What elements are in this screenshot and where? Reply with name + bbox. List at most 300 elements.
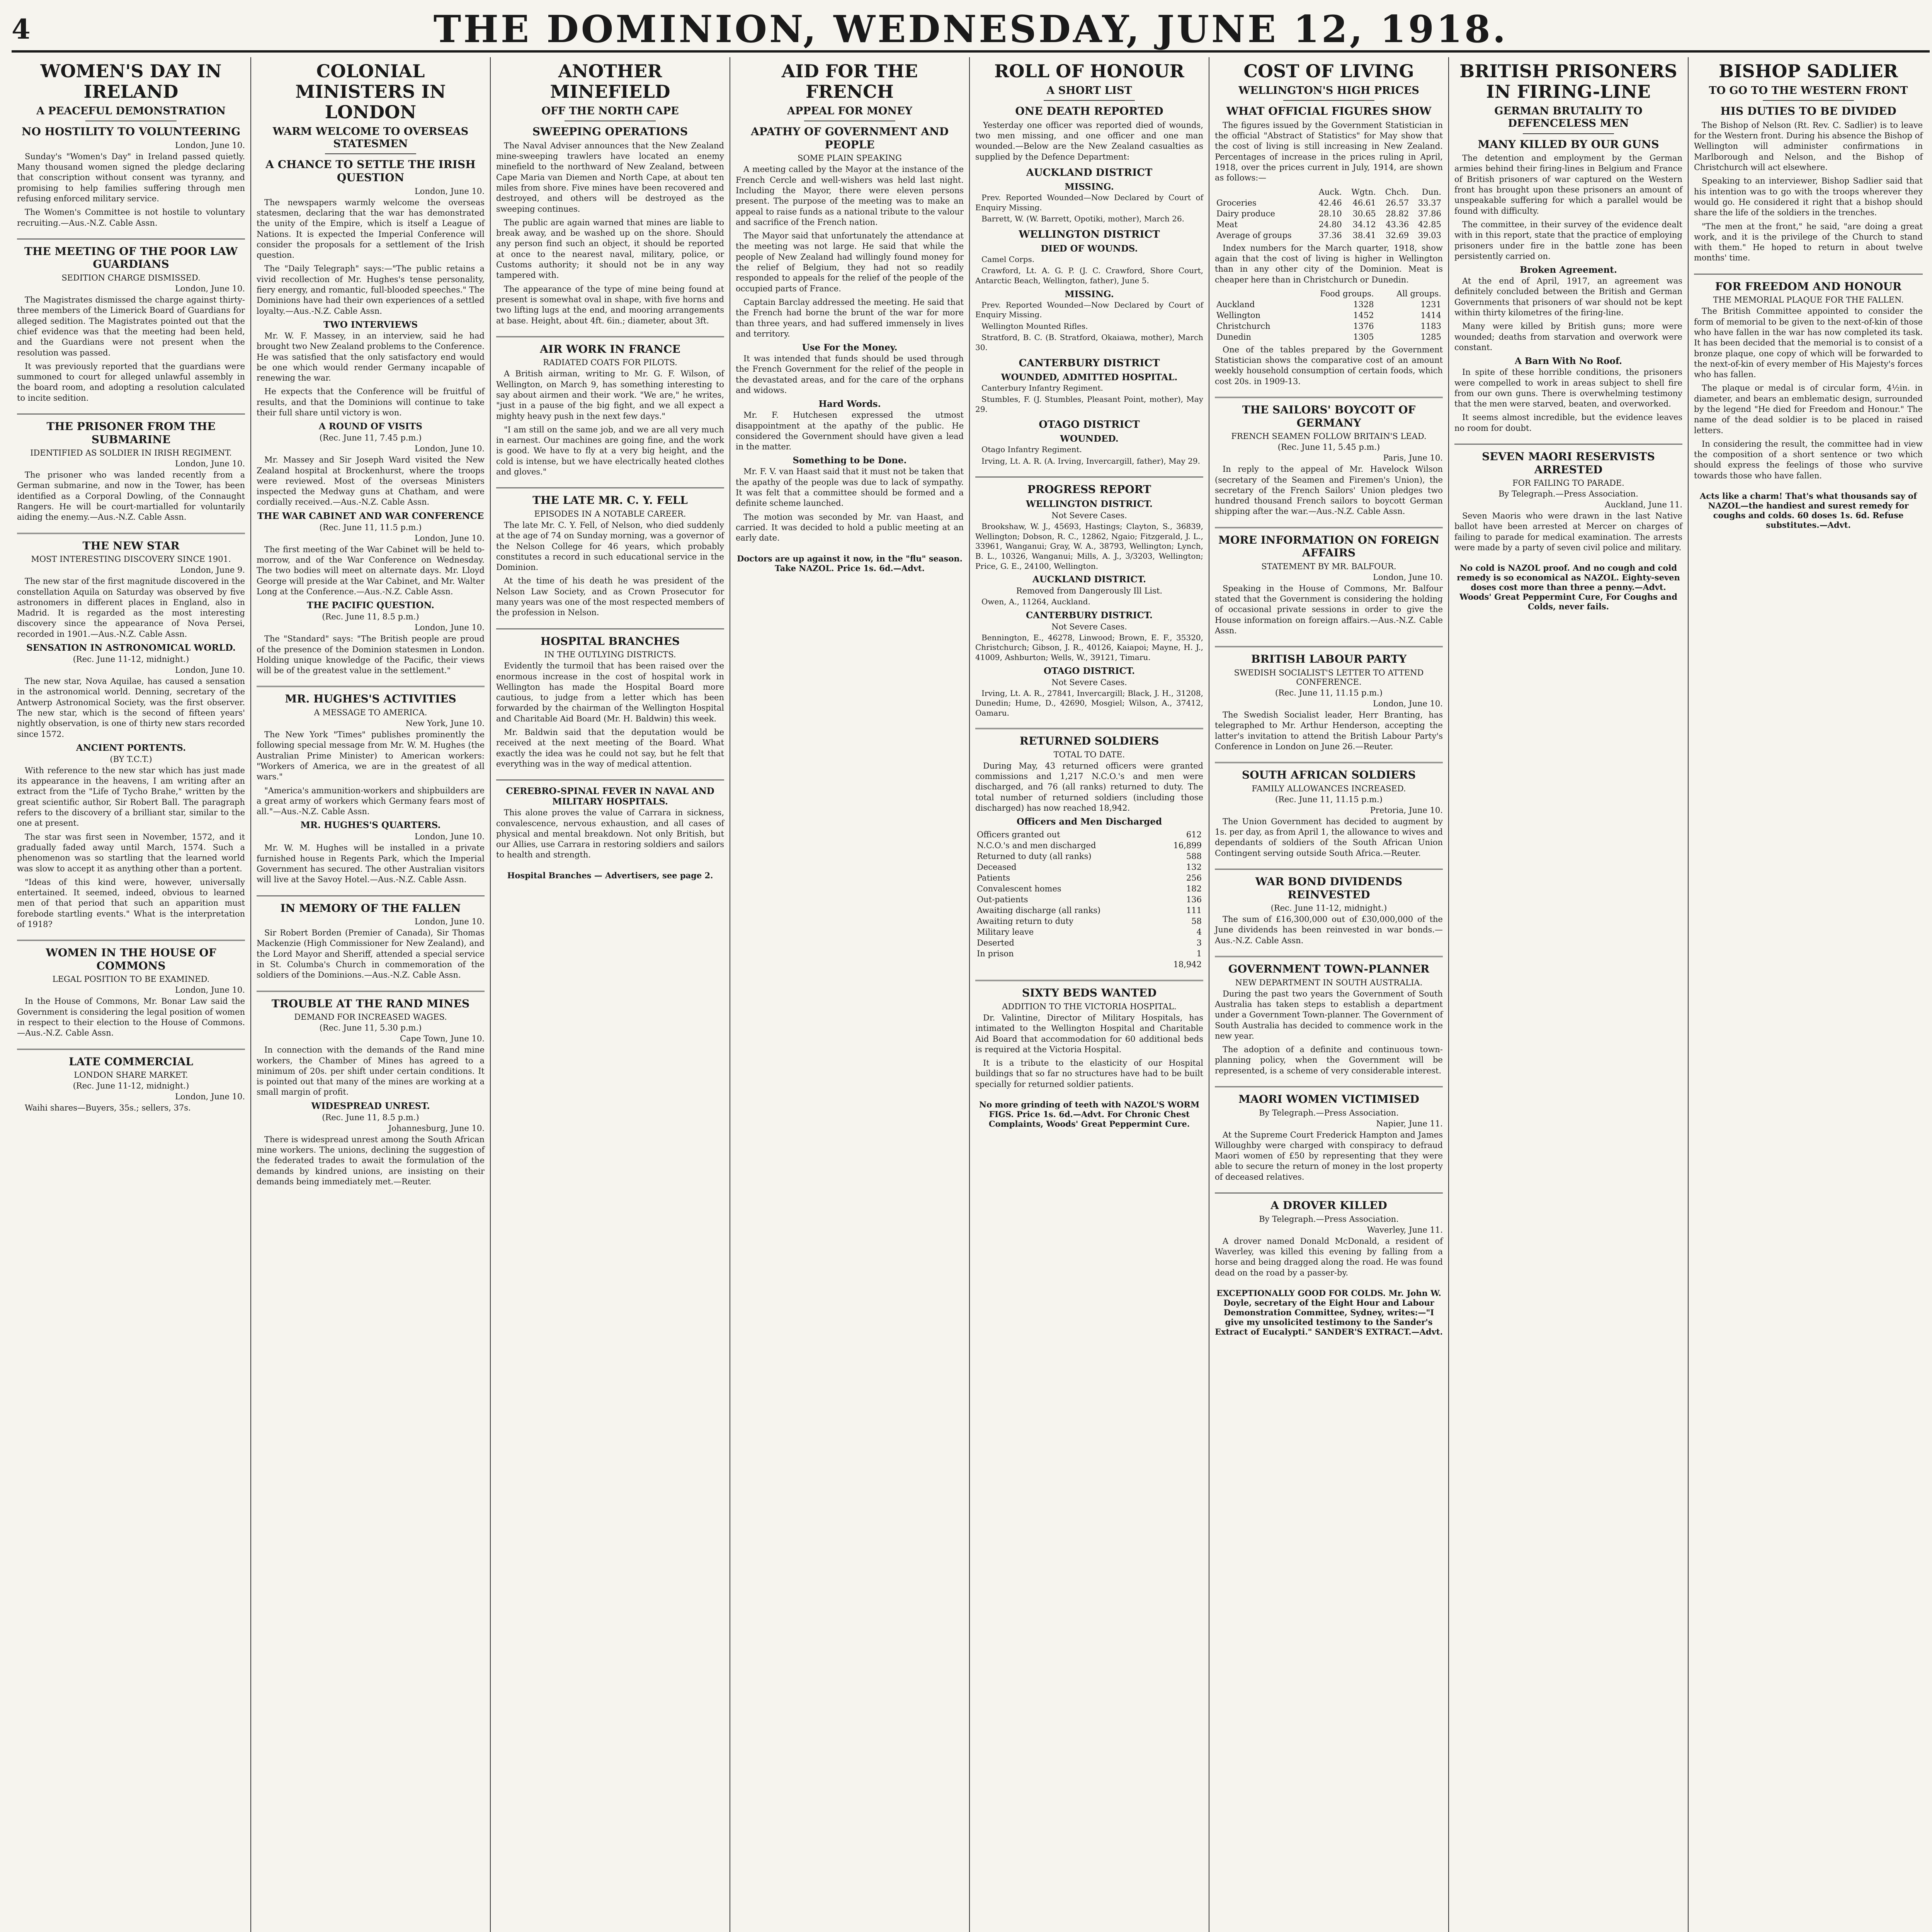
list-item: Camel Corps. xyxy=(981,254,1035,264)
deck: IDENTIFIED AS SOLDIER IN IRISH REGIMENT. xyxy=(30,448,232,458)
table-cell: 33.37 xyxy=(1418,198,1441,207)
district-heading: WELLINGTON DISTRICT xyxy=(1019,228,1160,240)
deck: SOME PLAIN SPEAKING xyxy=(798,153,902,163)
dateline: London, June 10. xyxy=(414,832,485,842)
table-cell: 1285 xyxy=(1420,332,1441,342)
article-body xyxy=(257,455,485,507)
headline: PROGRESS REPORT xyxy=(1027,483,1151,496)
headline: THE PRISONER FROM THE SUBMARINE xyxy=(46,420,216,446)
headline: THE NEW STAR xyxy=(82,539,180,552)
separator xyxy=(17,1049,245,1050)
cable-receipt: (Rec. June 11, 5.30 p.m.) xyxy=(319,1023,422,1033)
cable-receipt: (Rec. June 11, 7.45 p.m.) xyxy=(319,433,422,443)
divider xyxy=(1763,100,1854,101)
table-cell: 26.57 xyxy=(1386,198,1409,207)
table-cell: Awaiting discharge (all ranks) xyxy=(977,906,1101,915)
dateline: London, June 9. xyxy=(180,565,245,575)
article-sailors-boycott xyxy=(1215,403,1443,517)
article-body xyxy=(257,928,485,980)
paragraph: It is a tribute to the elasticity of our Hospital buildings that so far no structures have had to be built specially for returned soldier patients. xyxy=(975,1058,1203,1089)
list-item: Prev. Reported Wounded—Now Declared by Court of Enquiry Missing. xyxy=(975,300,1203,320)
table-row xyxy=(975,883,1203,894)
article-body xyxy=(1215,1236,1443,1278)
subheading: WIDESPREAD UNREST. xyxy=(311,1100,430,1111)
article-british-prisoners xyxy=(1454,61,1682,434)
masthead xyxy=(12,8,1930,53)
table-cell: 28.10 xyxy=(1318,209,1342,218)
deck: IN THE OUTLYING DISTRICTS. xyxy=(544,650,676,660)
table-cell: 38.41 xyxy=(1352,230,1376,240)
article-late-fell xyxy=(496,494,724,618)
advertisement: EXCEPTIONALLY GOOD FOR COLDS. Mr. John W. Doyle, secretary of the Eight Hour and Labour Demonstration Committee, Sydney, writes:—"I give my unsolicited testimony to the Sander's Extract of Eucalypti." SANDER'S EXTRACT.—Advt. xyxy=(1215,1288,1443,1337)
article-body xyxy=(17,470,245,522)
deck: A MESSAGE TO AMERICA. xyxy=(314,708,427,718)
table-cell: All groups. xyxy=(1396,289,1441,298)
table-cell: 1183 xyxy=(1420,321,1441,331)
cable-receipt: (Rec. June 11, 5.45 p.m.) xyxy=(1277,442,1380,452)
table-row xyxy=(975,927,1203,937)
article-south-african xyxy=(1215,769,1443,859)
table-cell: Food groups. xyxy=(1320,289,1374,298)
table-cell: 43.36 xyxy=(1386,219,1409,229)
paragraph: In reply to the appeal of Mr. Havelock Wilson (secretary of the Seamen and Firemen's Union), the secretary of the French Sailors' Union pledges two hundred thousand French sailors to boycott German shipping after the war.—Aus.-N.Z. Cable Assn. xyxy=(1215,464,1443,516)
dateline: London, June 10. xyxy=(414,186,485,196)
subheading: MR. HUGHES'S QUARTERS. xyxy=(300,820,441,831)
byline: By Telegraph.—Press Association. xyxy=(1259,1214,1399,1224)
article-body xyxy=(17,676,245,740)
paragraph: The motion was seconded by Mr. van Haast, and carried. It was decided to hold a public meeting at an early date. xyxy=(736,512,964,543)
table-cell: Officers granted out xyxy=(977,830,1060,840)
table-row xyxy=(1215,230,1443,241)
dateline: London, June 10. xyxy=(175,665,245,675)
article-labour-party xyxy=(1215,653,1443,752)
table-cell: Returned to duty (all ranks) xyxy=(977,852,1092,861)
table-cell: N.C.O.'s and men discharged xyxy=(977,841,1096,850)
separator xyxy=(17,238,245,240)
subheading: Broken Agreement. xyxy=(1520,265,1617,276)
paragraph: The "Standard" says: "The British people are proud of the presence of the Dominion statesmen in London. Holding unique knowledge of the Pacific, their views will be of the greatest value in the settlement." xyxy=(257,634,485,675)
dateline: Napier, June 11. xyxy=(1376,1119,1443,1128)
headline: AIR WORK IN FRANCE xyxy=(540,342,680,355)
headline: A DROVER KILLED xyxy=(1270,1199,1387,1212)
deck: GERMAN BRUTALITY TO DEFENCELESS MEN xyxy=(1494,105,1643,130)
deck: FRENCH SEAMEN FOLLOW BRITAIN'S LEAD. xyxy=(1231,432,1427,441)
deck: TOTAL TO DATE. xyxy=(1053,750,1125,759)
headline: CEREBRO-SPINAL FEVER IN NAVAL AND MILITARY HOSPITALS. xyxy=(506,786,714,807)
separator xyxy=(975,476,1203,478)
table-title: Officers and Men Discharged xyxy=(1016,816,1162,827)
paragraph: Yesterday one officer was reported died of wounds, two men missing, and one officer and one man wounded.—Below are the New Zealand casualties as supplied by the Defence Department: xyxy=(975,120,1203,162)
table-cell: Convalescent homes xyxy=(977,884,1061,894)
paragraph: "The men at the front," he said, "are doing a great work, and it is the privilege of the Church to stand with them." He hoped to return in about twelve months' time. xyxy=(1694,221,1923,263)
separator xyxy=(496,628,724,629)
paragraph: Index numbers for the March quarter, 1918, show again that the cost of living is higher in Wellington than in any other city of the Dominion. Meat is cheaper here than in Christchurch or Dunedin. xyxy=(1215,243,1443,284)
dateline: Waverley, June 11. xyxy=(1367,1225,1443,1235)
paragraph: Sunday's "Women's Day" in Ireland passed quietly. Many thousand women signed the pledge declaring that conscription without consent was tyranny, and promising to help families suffering through men refusing enforced military service. xyxy=(17,151,245,203)
dateline: London, June 10. xyxy=(175,284,245,294)
separator xyxy=(975,980,1203,981)
deck: SWEDISH SOCIALIST'S LETTER TO ATTEND CONFERENCE. xyxy=(1234,668,1424,687)
headline: BISHOP SADLIER xyxy=(1719,61,1898,82)
table-cell: Christchurch xyxy=(1216,321,1270,331)
separator xyxy=(1215,646,1443,647)
headline: COST OF LIVING xyxy=(1243,61,1414,82)
headline: THE SAILORS' BOYCOTT OF GERMANY xyxy=(1242,403,1416,429)
deck: HIS DUTIES TO BE DIVIDED xyxy=(1720,105,1896,118)
article-body xyxy=(1215,120,1443,184)
paragraph: In the House of Commons, Mr. Bonar Law said the Government is considering the legal position of women in respect to their election to the House of Commons.—Aus.-N.Z. Cable Assn. xyxy=(17,997,245,1038)
table-cell: 1328 xyxy=(1353,299,1374,309)
table-cell: Deserted xyxy=(977,938,1014,948)
separator xyxy=(257,895,485,896)
article-body xyxy=(257,1134,485,1187)
article-hospital-branches xyxy=(496,635,724,770)
paragraph: Mr. W. M. Hughes will be installed in a private furnished house in Regents Park, which the Imperial Government has secured. The other Australian visitors will live at the Savoy Hotel.—Aus.-N.Z. Cable Assn. xyxy=(257,843,485,884)
dateline: London, June 10. xyxy=(175,1092,245,1102)
paragraph: Mr. F. V. van Haast said that it must not be taken that the apathy of the people was due to lack of sympathy. It was felt that a committee should be formed and a definite scheme launched. xyxy=(736,467,964,508)
headline: MR. HUGHES'S ACTIVITIES xyxy=(285,692,456,706)
article-body xyxy=(1454,276,1682,353)
article-body xyxy=(975,1013,1203,1090)
paragraph: The detention and employment by the German armies behind their firing-lines in Belgium and France of British prisoners of war captured on the Western front has brought upon these prisoners an amount of unspeakable suffering for which a parallel would be found with difficulty. xyxy=(1454,153,1682,216)
newspaper-title: THE DOMINION, WEDNESDAY, JUNE 12, 1918. xyxy=(433,7,1508,51)
article-body xyxy=(1454,511,1682,553)
article-women-commons xyxy=(17,946,245,1038)
headline: WOMEN IN THE HOUSE OF COMMONS xyxy=(46,946,216,972)
article-body xyxy=(257,634,485,676)
page-number: 4 xyxy=(12,13,31,45)
table-row xyxy=(1215,332,1443,342)
price-increase-table xyxy=(1215,187,1443,241)
table-cell: 58 xyxy=(1191,917,1202,926)
table-cell: Meat xyxy=(1216,219,1238,229)
paragraph: The Magistrates dismissed the charge against thirty-three members of the Limerick Board of Guardians for alleged sedition. The Magistrates pointed out that the chief evidence was that the meeting had been held, and the Guardians were not present when the resolution was passed. xyxy=(17,295,245,357)
returned-soldiers-table xyxy=(975,829,1203,970)
article-body xyxy=(1215,1130,1443,1182)
article-freedom-honour xyxy=(1694,280,1923,481)
list-item: Bennington, E., 46278, Linwood; Brown, E. F., 35320, Christchurch; Gibson, J. R., 40126, Kaiapoi; Mayne, H. J., 41009, Ashburton; Wells, W., 39121, Timaru. xyxy=(975,633,1203,662)
paragraph: The new star of the first magnitude discovered in the constellation Aquila on Saturday was observed by five astronomers in different places in England, also in Madrid. It is regarded as the most interesting discovery since the appearance of Nova Persei, recorded in 1901.—Aus.-N.Z. Cable Assn. xyxy=(17,577,245,639)
table-row xyxy=(975,916,1203,927)
district-heading: CANTERBURY DISTRICT. xyxy=(1026,610,1153,621)
article-late-commercial xyxy=(17,1055,245,1114)
article-body xyxy=(257,544,485,597)
separator xyxy=(496,779,724,781)
paragraph: It was intended that funds should be used through the French Government for the relief of the people in the devastated areas, and for the care of the orphans and widows. xyxy=(736,354,964,395)
separator xyxy=(17,413,245,415)
paragraph: The late Mr. C. Y. Fell, of Nelson, who died suddenly at the age of 74 on Sunday morning, was a governor of the Nelson College for 46 years, which probably constitutes a record in such educational service in the Dominion. xyxy=(496,520,724,572)
separator xyxy=(17,533,245,534)
article-war-bond xyxy=(1215,875,1443,946)
deck: DEMAND FOR INCREASED WAGES. xyxy=(294,1012,447,1022)
table-row xyxy=(1215,219,1443,230)
paragraph: The sum of £16,300,000 out of £30,000,000 of the June dividends has been reinvested in war bonds.—Aus.-N.Z. Cable Assn. xyxy=(1215,915,1443,945)
separator xyxy=(1215,869,1443,870)
casualty-category: Removed from Dangerously Ill List. xyxy=(1016,586,1163,596)
separator xyxy=(496,336,724,337)
casualty-category: WOUNDED. xyxy=(1060,434,1119,444)
table-cell xyxy=(1215,288,1295,299)
table-cell: Dunedin xyxy=(1216,332,1251,342)
headline: MAORI WOMEN VICTIMISED xyxy=(1238,1092,1419,1105)
table-cell: 132 xyxy=(1186,862,1202,872)
table-cell: Out-patients xyxy=(977,895,1028,905)
district-heading: WELLINGTON DISTRICT. xyxy=(1026,499,1153,510)
headline: SOUTH AFRICAN SOLDIERS xyxy=(1242,769,1416,782)
column-1 xyxy=(12,57,251,1932)
table-cell: 136 xyxy=(1186,895,1202,905)
paragraph: The Swedish Socialist leader, Herr Branting, has telegraphed to Mr. Arthur Henderson, accepting the latter's invitation to attend the British Labour Party's Conference in London on June 26.—Reuter. xyxy=(1215,710,1443,751)
table-cell: 1414 xyxy=(1420,310,1441,320)
article-cerebro-spinal xyxy=(496,786,724,860)
headline: FOR FREEDOM AND HONOUR xyxy=(1715,280,1902,293)
separator xyxy=(496,487,724,488)
deck: STATEMENT BY MR. BALFOUR. xyxy=(1261,561,1396,571)
article-returned-soldiers xyxy=(975,735,1203,970)
subheading: THE WAR CABINET AND WAR CONFERENCE xyxy=(257,510,484,521)
separator xyxy=(1215,397,1443,398)
table-cell xyxy=(975,959,1158,970)
paragraph: The New York "Times" publishes prominently the following special message from Mr. W. M. Hughes (the Australian Prime Minister) to American workers: "Workers of America, we are in the greatest of all wars." xyxy=(257,730,485,782)
article-minefield xyxy=(496,61,724,326)
table-cell: 111 xyxy=(1186,906,1202,915)
deck: LEGAL POSITION TO BE EXAMINED. xyxy=(52,975,210,984)
table-cell: 32.69 xyxy=(1386,230,1409,240)
table-cell: 24.80 xyxy=(1318,219,1342,229)
deck: APPEAL FOR MONEY xyxy=(787,105,912,117)
paragraph: At the Supreme Court Frederick Hampton and James Willoughby were charged with conspiracy to defraud Maori women of £50 by representing that they were able to secure the return of money in the lost property of deceased relatives. xyxy=(1215,1130,1443,1182)
paragraph: Mr. W. F. Massey, in an interview, said he had brought two New Zealand problems to the Conference. He was satisfied that the only satisfactory end would be one which would render Germany incapable of renewing the war. xyxy=(257,331,485,383)
dateline: New York, June 10. xyxy=(405,719,485,728)
article-body xyxy=(1454,367,1682,434)
column-5 xyxy=(970,57,1209,1932)
paragraph: Evidently the turmoil that has been raised over the enormous increase in the cost of hospital work in Wellington has made the Hospital Board more cautious, to judge from a letter which has been forwarded by the chairman of the Wellington Hospital and Charitable Aid Board (Mr. H. Baldwin) this week. xyxy=(496,661,724,723)
casualty-category: Not Severe Cases. xyxy=(1051,677,1127,687)
article-womens-day xyxy=(17,61,245,228)
cable-receipt: (Rec. June 11, 11.15 p.m.) xyxy=(1275,794,1383,804)
dateline: London, June 10. xyxy=(175,985,245,995)
divider xyxy=(325,153,416,154)
paragraph: Mr. F. Hutchesen expressed the utmost disappointment at the apathy of the public. He considered the Government should have given a lead in the matter. xyxy=(736,410,964,452)
paragraph: In spite of these horrible conditions, the prisoners were compelled to work in areas subject to shell fire from our own guns. There is overwhelming testimony that the men were starved, beaten, and overworked. xyxy=(1454,367,1682,409)
article-body xyxy=(17,1103,245,1113)
cable-receipt: (Rec. June 11, 11.5 p.m.) xyxy=(319,522,422,532)
paragraph: This alone proves the value of Carrara in sickness, convalescence, nervous exhaustion, and all cases of physical and mental breakdown. Not only British, but our Allies, use Carrara in restoring soldiers and sailors to health and strength. xyxy=(496,808,724,860)
table-row xyxy=(975,862,1203,872)
paragraph: Speaking in the House of Commons, Mr. Balfour stated that the Government is considering the holding of occasional private sessions in order to give the House information on foreign affairs.—Aus.-N.Z. Cable Assn. xyxy=(1215,583,1443,636)
deck: MOST INTERESTING DISCOVERY SINCE 1901. xyxy=(31,554,231,564)
article-body xyxy=(257,197,485,316)
paragraph: "America's ammunition-workers and shipbuilders are a great army of workers which Germany fears most of all."—Aus.-N.Z. Cable Assn. xyxy=(257,786,485,816)
table-row xyxy=(975,937,1203,948)
table-row xyxy=(1215,187,1443,197)
table-row xyxy=(975,959,1203,970)
article-body xyxy=(1215,816,1443,859)
deck: MANY KILLED BY OUR GUNS xyxy=(1478,138,1659,151)
subheading: Something to be Done. xyxy=(793,455,907,466)
cable-receipt: (Rec. June 11, 8.5 p.m.) xyxy=(322,612,419,622)
dateline: London, June 10. xyxy=(1372,572,1443,582)
article-prisoner-submarine xyxy=(17,420,245,523)
list-item: Brookshaw, W. J., 45693, Hastings; Clayton, S., 36839, Wellington; Dobson, R. C., 12862, Ngaio; Fitzgerald, J. L., 33961, Wanganui; Gray, W. A., 38793, Wellington; Lynch, B. L., 10326, Wanganui; Mills, A. J., 3/3203, Wellington; Price, G. E., 24100, Wellington. xyxy=(975,522,1203,571)
headline: TROUBLE AT THE RAND MINES xyxy=(271,997,470,1010)
column-8 xyxy=(1689,57,1928,1932)
article-body xyxy=(1694,306,1923,481)
deck: A CHANCE TO SETTLE THE IRISH QUESTION xyxy=(265,158,476,184)
table-row xyxy=(975,840,1203,851)
subheading: A ROUND OF VISITS xyxy=(318,421,423,432)
dateline: Johannesburg, June 10. xyxy=(388,1123,485,1133)
paragraph: Waihi shares—Buyers, 35s.; sellers, 37s. xyxy=(25,1103,191,1113)
table-cell: 4 xyxy=(1196,927,1202,937)
separator xyxy=(1694,274,1923,275)
table-cell: 37.86 xyxy=(1418,209,1441,218)
separator xyxy=(975,728,1203,729)
article-aid-french xyxy=(736,61,964,544)
article-body xyxy=(17,996,245,1038)
table-row xyxy=(975,829,1203,840)
table-row xyxy=(1215,321,1443,332)
article-maori-reservists xyxy=(1454,450,1682,553)
paragraph: The star was first seen in November, 1572, and it gradually faded away until March, 1574. Such a phenomenon was so startling that the learned world was slow to accept it as anything other than a portent. xyxy=(17,832,245,873)
deck: A PEACEFUL DEMONSTRATION xyxy=(36,105,226,117)
paragraph: The Mayor said that unfortunately the attendance at the meeting was not large. He said that while the people of New Zealand had willingly found money for the relief of Belgium, they had not so readily responded to appeals for the relief of the people of the occupied parts of France. xyxy=(736,231,964,293)
paragraph: In considering the result, the committee had in view the composition of a short sentence or two which should express the feelings of those who survive towards those who have fallen. xyxy=(1694,439,1923,480)
district-heading: OTAGO DISTRICT. xyxy=(1043,665,1135,676)
paragraph: The public are again warned that mines are liable to break away, and be washed up on the shore. Should any person find such an object, it should be reported at once to the nearest naval, military, police, or Customs authority; it should not be in any way tampered with. xyxy=(496,218,724,280)
paragraph: Many were killed by British guns; more were wounded; deaths from starvation and overwork were constant. xyxy=(1454,321,1682,352)
cable-receipt: (Rec. June 11-12, midnight.) xyxy=(73,655,189,664)
article-body xyxy=(496,520,724,618)
article-body xyxy=(257,843,485,885)
separator xyxy=(1215,1086,1443,1087)
deck: NEW DEPARTMENT IN SOUTH AUSTRALIA. xyxy=(1235,978,1423,987)
list-item: Stratford, B. C. (B. Stratford, Okaiawa, mother), March 30. xyxy=(975,333,1203,352)
table-cell: Chch. xyxy=(1385,187,1409,197)
headline: THE MEETING OF THE POOR LAW GUARDIANS xyxy=(24,245,238,271)
article-body xyxy=(17,151,245,228)
table-cell: 1305 xyxy=(1353,332,1374,342)
article-body xyxy=(1215,583,1443,636)
table-cell: 1 xyxy=(1196,949,1202,959)
article-body xyxy=(1694,120,1923,264)
separator xyxy=(1215,1192,1443,1194)
paragraph: The newspapers warmly welcome the overseas statesmen, declaring that the war has demonstrated the unity of the Empire, which is itself a League of Nations. It is expected the Imperial Conference will consider the proposals for a settlement of the Irish question. xyxy=(257,197,485,260)
table-cell: Average of groups xyxy=(1216,230,1292,240)
table-cell: 42.46 xyxy=(1318,198,1342,207)
article-body xyxy=(257,730,485,817)
list-item: Wellington Mounted Rifles. xyxy=(981,321,1088,331)
table-cell: Patients xyxy=(977,873,1010,883)
byline: By Telegraph.—Press Association. xyxy=(1498,489,1638,499)
deck: WELLINGTON'S HIGH PRICES xyxy=(1238,84,1419,97)
district-heading: CANTERBURY DISTRICT xyxy=(1019,357,1160,369)
subheading: A Barn With No Roof. xyxy=(1515,356,1622,367)
cable-receipt: (Rec. June 11, 8.5 p.m.) xyxy=(322,1112,419,1122)
dateline: London, June 10. xyxy=(414,623,485,633)
table-cell: Awaiting return to duty xyxy=(977,917,1073,926)
list-item: Barrett, W. (W. Barrett, Opotiki, mother), March 26. xyxy=(981,214,1185,224)
table-cell: 1376 xyxy=(1353,321,1374,331)
dateline: London, June 10. xyxy=(175,459,245,469)
dateline: London, June 10. xyxy=(1372,699,1443,708)
district-heading: OTAGO DISTRICT xyxy=(1039,419,1140,431)
subheading: Use For the Money. xyxy=(802,342,898,353)
table-cell: 34.12 xyxy=(1352,219,1376,229)
paragraph: The plaque or medal is of circular form, 4½in. in diameter, and bears an emblematic design, surrounded by the legend "He died for Freedom and Honour." The name of the dead soldier is to be placed in raised letters. xyxy=(1694,383,1923,435)
headline: BRITISH LABOUR PARTY xyxy=(1251,653,1407,666)
deck: LONDON SHARE MARKET. xyxy=(74,1070,188,1080)
separator xyxy=(1215,527,1443,528)
paragraph: There is widespread unrest among the South African mine workers. The unions, declining the suggestion of the federated trades to await the formulation of the demands by kindred unions, are insisting on their demands being immediately met.—Reuter. xyxy=(257,1134,485,1186)
article-body xyxy=(736,164,964,339)
headline: SEVEN MAORI RESERVISTS ARRESTED xyxy=(1482,450,1655,476)
paragraph: "Ideas of this kind were, however, universally entertained. It seemed, indeed, obvious to learned men of that period that such an apparition must forebode startling events." What is the interpretation of 1918? xyxy=(17,877,245,929)
headline: AID FOR THE FRENCH xyxy=(781,61,918,102)
table-cell: 46.61 xyxy=(1352,198,1376,207)
article-body xyxy=(736,466,964,543)
article-body xyxy=(1215,710,1443,752)
divider xyxy=(1044,100,1135,101)
dateline: Cape Town, June 10. xyxy=(400,1034,485,1044)
paragraph: The Women's Committee is not hostile to voluntary recruiting.—Aus.-N.Z. Cable Assn. xyxy=(17,207,245,228)
casualty-category: DIED OF WOUNDS. xyxy=(1041,243,1138,254)
subheading: Hard Words. xyxy=(818,399,881,410)
paragraph: Sir Robert Borden (Premier of Canada), Sir Thomas Mackenzie (High Commissioner for New Zealand), and the Lord Mayor and Sheriff, attended a special service in St. Columba's Church in commemoration of the soldiers of the Dominions.—Aus.-N.Z. Cable Assn. xyxy=(257,928,485,980)
article-sixty-beds xyxy=(975,986,1203,1090)
paragraph: Mr. Massey and Sir Joseph Ward visited the New Zealand hospital at Brockenhurst, where the troops were reviewed. Most of the overseas Ministers inspected the Medway guns at Chatham, and were cordially received.—Aus.-N.Z. Cable Assn. xyxy=(257,455,485,507)
article-body xyxy=(1215,345,1443,387)
article-body xyxy=(1215,914,1443,946)
subheading: THE PACIFIC QUESTION. xyxy=(306,600,435,611)
table-row xyxy=(1215,197,1443,208)
paragraph: The figures issued by the Government Statistician in the official "Abstract of Statistics" for May show that the cost of living is still increasing in New Zealand. Percentages of increase in the prices ruling in April, 1918, over the prices current in July, 1914, are shown as follows:— xyxy=(1215,120,1443,183)
article-body xyxy=(496,369,724,477)
deck: ADDITION TO THE VICTORIA HOSPITAL. xyxy=(1002,1002,1177,1011)
table-row xyxy=(975,894,1203,905)
article-new-star xyxy=(17,539,245,930)
headline: LATE COMMERCIAL xyxy=(69,1055,193,1068)
deck: NO HOSTILITY TO VOLUNTEERING xyxy=(21,125,241,138)
article-body xyxy=(736,410,964,452)
casualty-category: Not Severe Cases. xyxy=(1051,622,1127,631)
list-item: Stumbles, F. (J. Stumbles, Pleasant Point, mother), May 29. xyxy=(975,395,1203,414)
district-heading: AUCKLAND DISTRICT xyxy=(1026,167,1153,179)
paragraph: Speaking to an interviewer, Bishop Sadlier said that his intention was to go with the troops wherever they would go. He considered it right that a bishop should share the life of the soldiers in the trenches. xyxy=(1694,176,1923,218)
paragraph: Seven Maoris who were drawn in the last Native ballot have been arrested at Mercer on charges of failing to parade for medical examination. The arrests were made by a party of seven civil police and military. xyxy=(1454,511,1682,553)
article-memory-fallen xyxy=(257,902,485,981)
deck: EPISODES IN A NOTABLE CAREER. xyxy=(534,509,686,519)
article-bishop-sadlier xyxy=(1694,61,1923,264)
paragraph: It seems almost incredible, but the evidence leaves no room for doubt. xyxy=(1454,413,1682,433)
paragraph: The first meeting of the War Cabinet will be held to-morrow, and of the War Conference on Wednesday. The two bodies will meet on alternate days. Mr. Lloyd George will preside at the War Cabinet, and Mr. Walter Long at the Conference.—Aus.-N.Z. Cable Assn. xyxy=(257,544,485,596)
table-row xyxy=(1215,310,1443,321)
advertisement: No more grinding of teeth with NAZOL'S WORM FIGS. Price 1s. 6d.—Advt. For Chronic Chest Complaints, Woods' Great Peppermint Cure. xyxy=(979,1100,1200,1129)
article-body xyxy=(17,295,245,403)
article-colonial-ministers xyxy=(257,61,485,676)
paragraph: The prisoner who was landed recently from a German submarine, and now in the Tower, has been identified as a Corporal Dowling, of the Connaught Rangers. He will be court-martialled for voluntarily aiding the enemy.—Aus.-N.Z. Cable Assn. xyxy=(17,470,245,522)
article-body xyxy=(17,576,245,639)
table-cell: 1231 xyxy=(1420,299,1441,309)
headline: ROLL OF HONOUR xyxy=(994,61,1184,82)
columns xyxy=(12,57,1930,1932)
advertisement: No cold is NAZOL proof. And no cough and cold remedy is so economical as NAZOL. Eighty-seven doses cost more than three a penny.—Advt. Woods' Great Peppermint Cure, For Coughs and Colds, never fails. xyxy=(1457,563,1680,612)
article-body xyxy=(1454,153,1682,262)
casualty-category: Not Severe Cases. xyxy=(1051,511,1127,520)
deck: FAMILY ALLOWANCES INCREASED. xyxy=(1252,784,1406,793)
headline: IN MEMORY OF THE FALLEN xyxy=(280,901,461,915)
article-hughes xyxy=(257,692,485,885)
